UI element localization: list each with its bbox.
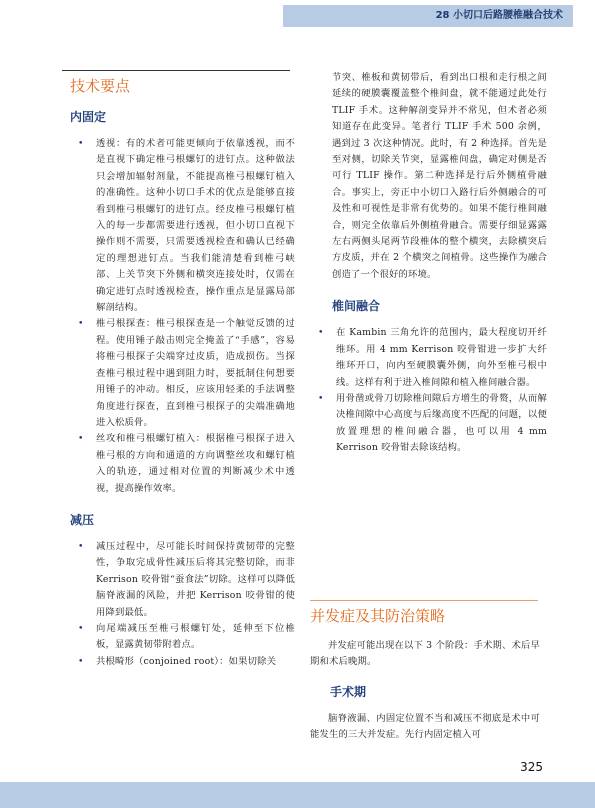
intraoperative-paragraph: 脑脊液漏、内固定位置不当和减压不彻底是术中可能发生的三大并发症。先行内固定植入可 <box>310 712 540 741</box>
list-item: • 丝攻和椎弓根螺钉植入：根据椎弓根探子进入椎弓根的方向和通道的方向调整丝攻和螺钉植入的轨迹，通过相对位置的判断减少术中透视，提高操作效率。 <box>70 431 295 497</box>
list-item: • 向尾端减压至椎弓根螺钉处，延伸至下位椎板，显露黄韧带附着点。 <box>70 621 295 654</box>
subsection-title-interbody-fusion: 椎间融合 <box>332 299 381 314</box>
interbody-list <box>310 325 547 456</box>
list-item: • 共根畸形（conjoined root）：如果切除关 <box>70 654 295 670</box>
continued-paragraph: 节突、椎板和黄韧带后，看到出口根和走行根之间延续的硬膜囊覆盖整个椎间盘，就不能通过此处行 TLIF 手术。这种解剖变异并不常见，但术者必须知道存在此变异。笔者行 TLIF 手术 500 余例，遇到过 3 次这种情况。此时，有 2 种选择。首先是至对侧，切除关节突，显露椎间盘，确定对侧是否可行 TLIF 操作。第二种选择是行后外侧植骨融合。事实上，旁正中小切口入路行后外侧融合的可及性和可视性是非常有优势的。如果不能行椎间融合，则完全依靠后外侧植骨融合。需要仔细显露露左右两侧头尾两节段椎体的整个横突，去除横突后方皮质，并在 2 个横突之间植骨。这些操作为融合创造了一个很好的环境。 <box>332 72 547 280</box>
running-header: 28 小切口后路腰椎融合技术 <box>283 5 573 27</box>
list-item: • 在 Kambin 三角允许的范围内，最大程度切开纤维环。用 4 mm Kerrison 咬骨钳进一步扩大纤维环开口，向内至硬膜囊外侧，向外至椎弓根中线。这样有利于进入椎间隙和植入椎间融合器。 <box>310 325 547 391</box>
list-item: • 用骨凿或骨刀切除椎间隙后方增生的骨赘，从而解决椎间隙中心高度与后缘高度不匹配的问题，以便放置理想的椎间融合器，也可以用 4 mm Kerrison 咬骨钳去除该结构。 <box>310 391 547 457</box>
right-column <box>332 70 547 457</box>
list-item: • 减压过程中，尽可能长时间保持黄韧带的完整性，争取完成骨性减压后将其完整切除，而非 Kerrison 咬骨钳“蚕食法”切除。这样可以降低脑脊液漏的风险，并把 Kerrison 咬骨钳的使用降到最低。 <box>70 539 295 621</box>
subsection-title-fixation: 内固定 <box>70 110 107 124</box>
decompression-list <box>70 539 295 670</box>
complications-intro: 并发症可能出现在以下 3 个阶段：手术期、术后早期和术后晚期。 <box>310 640 540 668</box>
section-divider <box>310 600 538 601</box>
complications-section <box>310 606 540 744</box>
section-divider <box>62 70 290 71</box>
subsection-title-intraoperative: 手术期 <box>330 684 367 699</box>
subsection-title-decompression: 减压 <box>70 512 95 527</box>
page-number: 325 <box>520 760 543 774</box>
section-title-complications: 并发症及其防治策略 <box>310 607 446 625</box>
footer-band <box>0 782 595 808</box>
list-item: • 透视：有的术者可能更倾向于依靠透视，而不是直视下确定椎弓根螺钉的进钉点。这种做法只会增加辐射剂量，不能提高椎弓根螺钉植入的准确性。这种小切口手术的优点是能够直接看到椎弓根螺钉的进钉点。经皮椎弓根螺钉植入的每一步都需要进行透视，但小切口直视下操作则不需要，只需要透视检查和确认已经确定的理想进钉点。当我们能清楚看到椎弓峡部、上关节突下外侧和横突连接处时，仅需在确定进钉点时透视检查，操作重点是显露局部解剖结构。 <box>70 136 295 316</box>
section-title-technical-points: 技术要点 <box>70 77 131 95</box>
fixation-list <box>70 136 295 497</box>
left-column <box>70 76 295 670</box>
list-item: • 椎弓根探查：椎弓根探查是一个触觉反馈的过程。使用锤子敲击则完全掩盖了“手感”，容易将椎弓根探子尖端穿过皮质，造成损伤。当探查椎弓根过程中遇到阻力时，要抵制住何想要用锤子的冲动。相反，应该用轻柔的手法调整角度进行探查，直到椎弓根探子的尖端准确地进入松质骨。 <box>70 316 295 431</box>
